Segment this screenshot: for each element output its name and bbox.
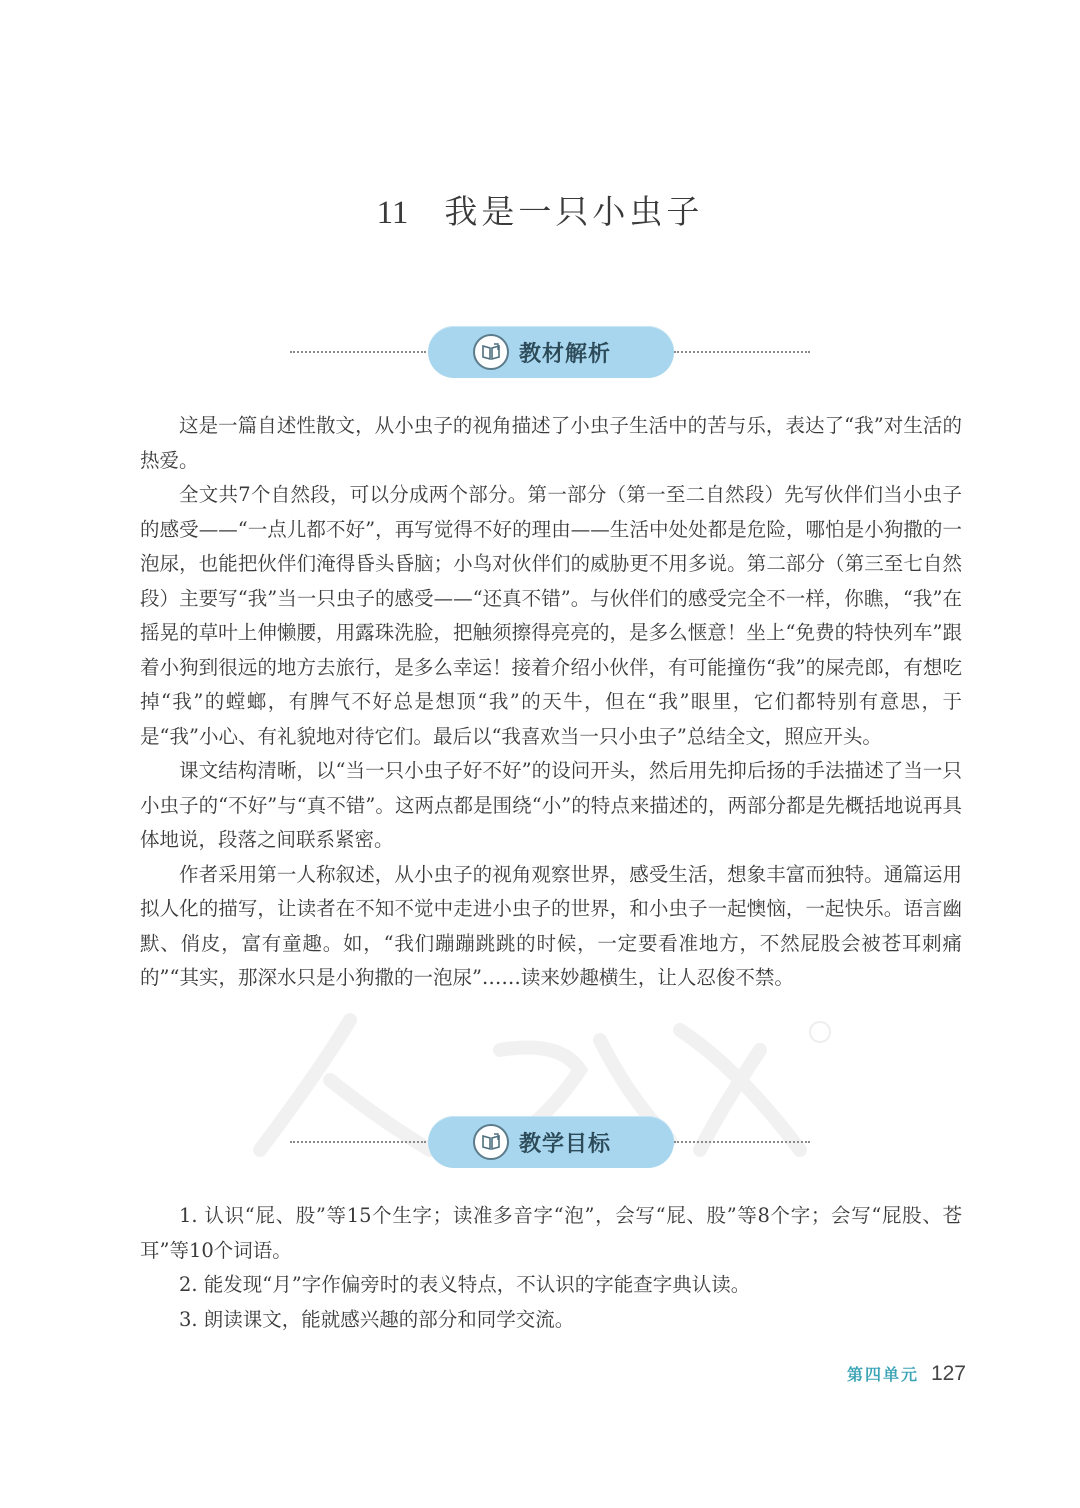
section-pill	[428, 326, 674, 378]
dotted-rule	[290, 351, 426, 353]
unit-label: 第四单元	[846, 1365, 919, 1384]
goal-item: 3. 朗读课文，能就感兴趣的部分和同学交流。	[179, 1307, 575, 1331]
book-icon	[473, 334, 509, 370]
analysis-body	[140, 409, 962, 996]
paragraph: 这是一篇自述性散文，从小虫子的视角描述了小虫子生活中的苦与乐，表达了“我”对生活的热爱。	[140, 414, 962, 472]
goal-item: 2. 能发现“月”字作偏旁时的表义特点，不认识的字能查字典认读。	[179, 1273, 751, 1296]
book-icon	[473, 1124, 509, 1160]
section-label: 教材解析	[518, 341, 611, 367]
goal-item: 1. 认识“屁、股”等15个生字；读准多音字“泡”，会写“屁、股”等8个字；会写“屁股、苍耳”等10个词语。	[140, 1204, 962, 1262]
goals-list	[140, 1199, 962, 1337]
section-header-analysis	[290, 326, 810, 378]
page-footer	[847, 1362, 966, 1386]
dotted-rule	[674, 1141, 810, 1143]
dotted-rule	[290, 1141, 426, 1143]
lesson-number: 11	[376, 195, 409, 231]
page-number: 127	[930, 1362, 966, 1385]
section-header-goals	[290, 1116, 810, 1168]
section-pill	[428, 1116, 674, 1168]
paragraph: 课文结构清晰，以“当一只小虫子好不好”的设问开头，然后用先抑后扬的手法描述了当一只小虫子的“不好”与“真不错”。这两点都是围绕“小”的特点来描述的，两部分都是先概括地说再具体地说，段落之间联系紧密。	[140, 759, 962, 851]
lesson-title	[0, 186, 1080, 233]
lesson-title-text: 我是一只小虫子	[444, 192, 704, 231]
paragraph: 作者采用第一人称叙述，从小虫子的视角观察世界，感受生活，想象丰富而独特。通篇运用拟人化的描写，让读者在不知不觉中走进小虫子的世界，和小虫子一起懊恼，一起快乐。语言幽默、俏皮，富有童趣。如，“我们蹦蹦跳跳的时候，一定要看准地方，不然屁股会被苍耳刺痛的”“其实，那深水只是小狗撒的一泡尿”……读来妙趣横生，让人忍俊不禁。	[140, 862, 962, 989]
section-label: 教学目标	[518, 1131, 611, 1157]
paragraph: 全文共7个自然段，可以分成两个部分。第一部分（第一至二自然段）先写伙伴们当小虫子的感受——“一点儿都不好”，再写觉得不好的理由——生活中处处都是危险，哪怕是小狗撒的一泡尿，也能把伙伴们淹得昏头昏脑；小鸟对伙伴们的威胁更不用多说。第二部分（第三至七自然段）主要写“我”当一只虫子的感受——“还真不错”。与伙伴们的感受完全不一样，你瞧，“我”在摇晃的草叶上伸懒腰，用露珠洗脸，把触须擦得亮亮的，是多么惬意！坐上“免费的特快列车”跟着小狗到很远的地方去旅行，是多么幸运！接着介绍小伙伴，有可能撞伤“我”的屎壳郎，有想吃掉“我”的螳螂，有脾气不好总是想顶“我”的天牛，但在“我”眼里，它们都特别有意思，于是“我”小心、有礼貌地对待它们。最后以“我喜欢当一只小虫子”总结全文，照应开头。	[140, 483, 962, 748]
dotted-rule	[674, 351, 810, 353]
